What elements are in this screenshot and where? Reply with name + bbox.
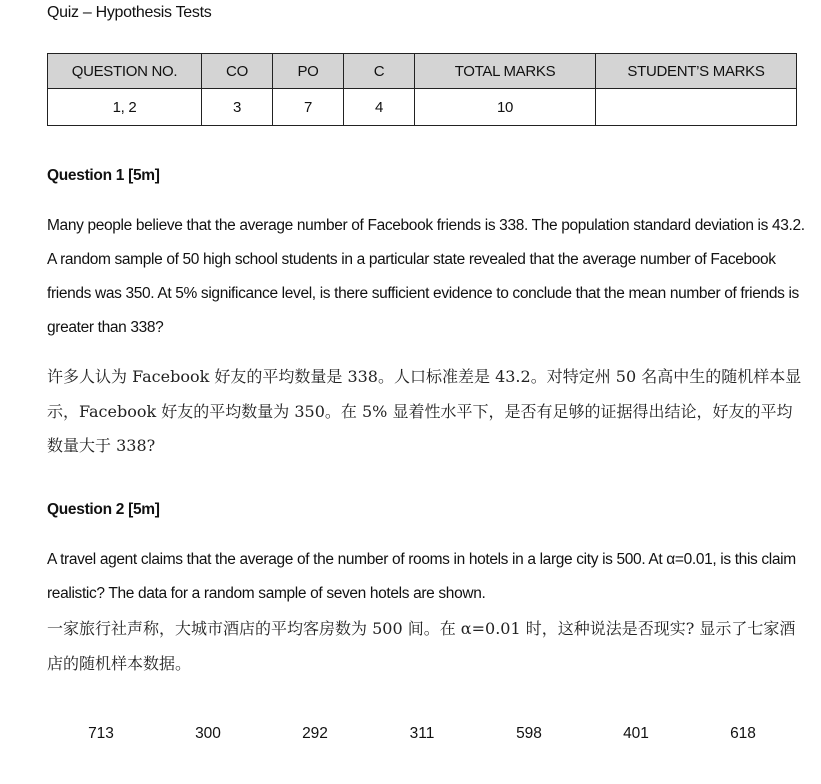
header-co: CO (202, 54, 273, 89)
question-1-heading: Question 1 [5m] (47, 167, 160, 184)
header-question-no: QUESTION NO. (48, 54, 202, 89)
cell-question-no: 1, 2 (48, 89, 202, 126)
sample-value: 598 (516, 725, 542, 742)
header-c: C (344, 54, 415, 89)
sample-value: 713 (88, 725, 114, 742)
question-1-text: Many people believe that the average number of Facebook friends is 338. The population standard deviation is 43.2. A random sample of 50 high school students in a particular state revealed that the average number of Facebook friends was 350. At 5% significance level, is there sufficient evidence to conclude that the mean number of friends is greater than 338? (47, 217, 805, 336)
table-header-row (48, 54, 797, 89)
sample-value: 300 (195, 725, 221, 742)
question-1-text-chinese: 许多人认为 Facebook 好友的平均数量是 338。人口标准差是 43.2。对特定州 50 名高中生的随机样本显示，Facebook 好友的平均数量为 350。在 5% 显着性水平下，是否有足够的证据得出结论，好友的平均数量大于 338? (47, 367, 802, 455)
cell-c: 4 (344, 89, 415, 126)
sample-value: 618 (730, 725, 756, 742)
cell-total-marks: 10 (415, 89, 596, 126)
question-2-text-chinese: 一家旅行社声称，大城市酒店的平均客房数为 500 间。在 α=0.01 时，这种说法是否现实? 显示了七家酒店的随机样本数据。 (47, 619, 796, 673)
header-students-marks: STUDENT’S MARKS (596, 54, 797, 89)
marks-table (47, 53, 797, 126)
table-row (48, 89, 797, 126)
cell-co: 3 (202, 89, 273, 126)
cell-po: 7 (273, 89, 344, 126)
question-2-heading: Question 2 [5m] (47, 501, 160, 518)
sample-value: 401 (623, 725, 649, 742)
header-po: PO (273, 54, 344, 89)
sample-value: 292 (302, 725, 328, 742)
sample-value: 311 (409, 725, 435, 742)
document-title: Quiz – Hypothesis Tests (47, 4, 212, 21)
cell-students-marks (596, 89, 797, 126)
question-2-text: A travel agent claims that the average of the number of rooms in hotels in a large city is 500. At α=0.01, is this claim realistic? The data for a random sample of seven hotels are shown. (47, 551, 796, 602)
header-total-marks: TOTAL MARKS (415, 54, 596, 89)
